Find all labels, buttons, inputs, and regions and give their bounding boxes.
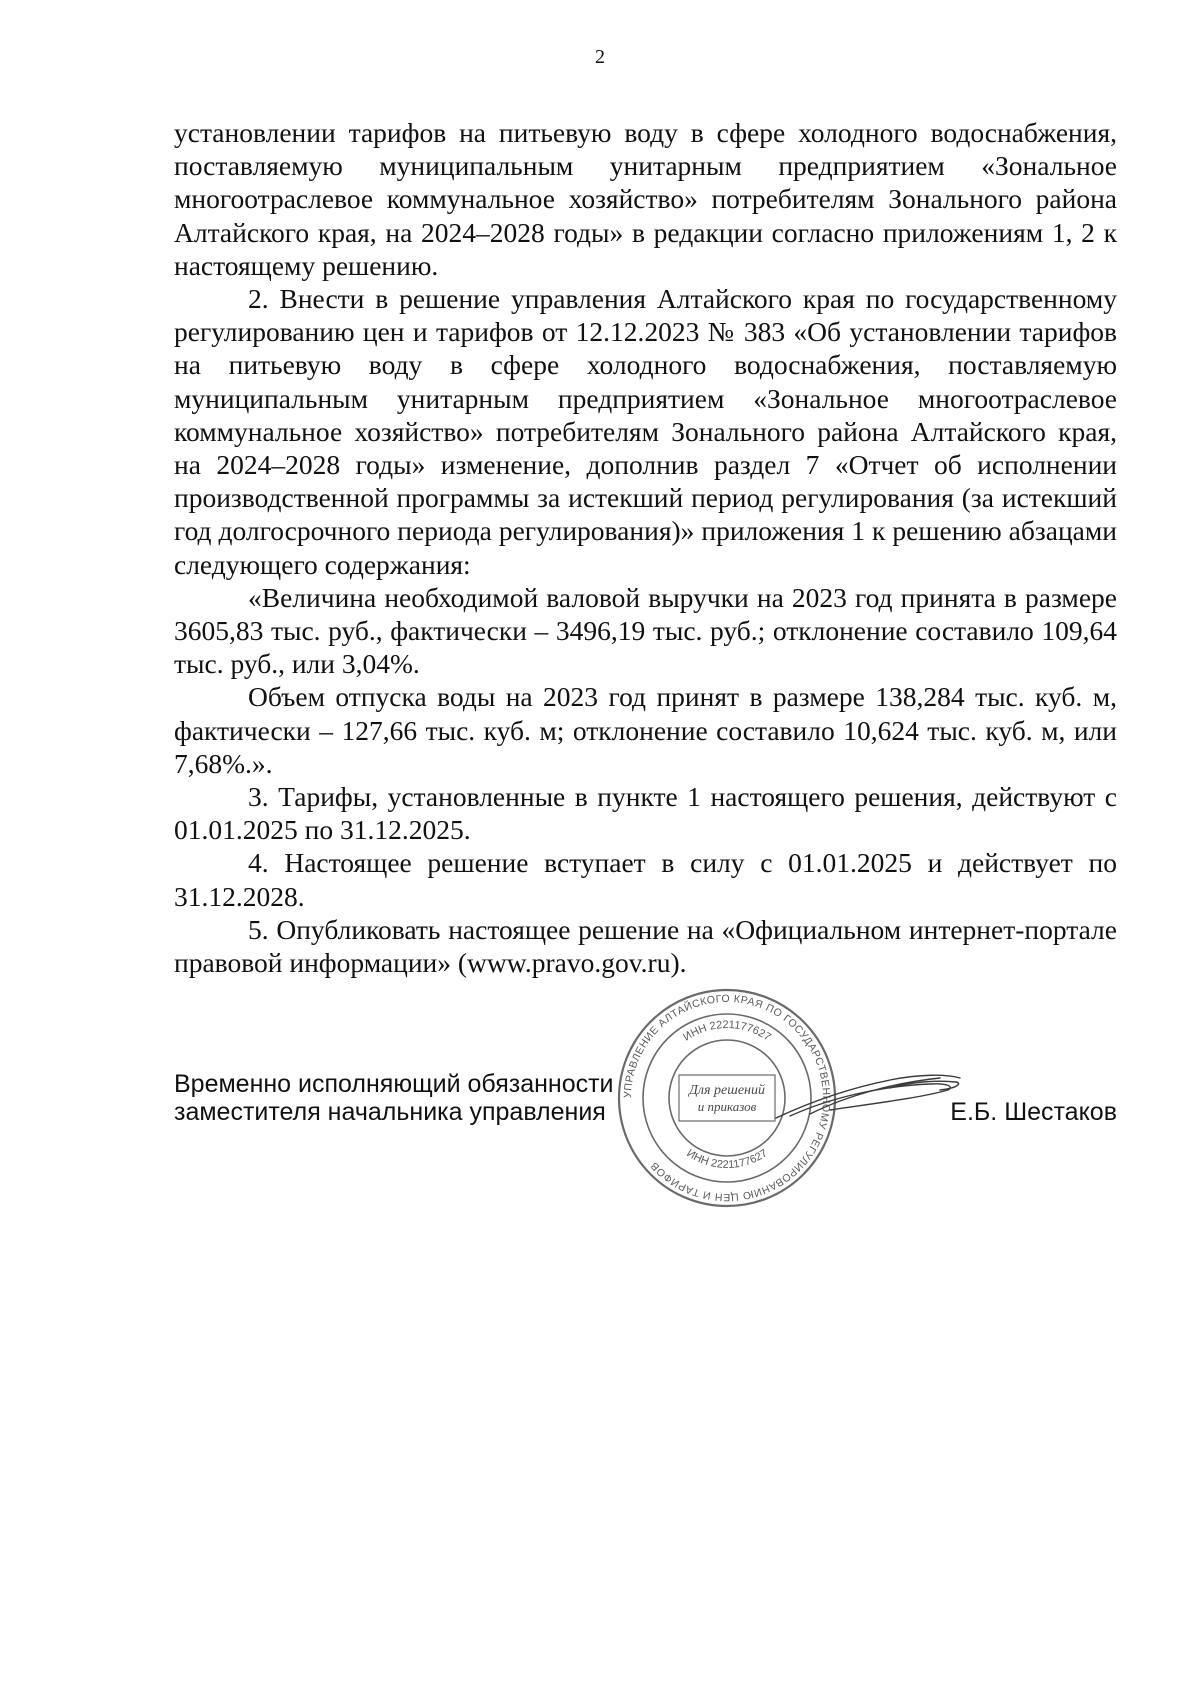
stamp-inn-bottom: ИНН 2221177627 <box>684 1147 770 1172</box>
signatory-position <box>174 1070 614 1126</box>
paragraph-4: 4. Настоящее решение вступает в силу с 01.01.2025 и действует по 31.12.2028. <box>174 847 1117 912</box>
paragraph-1-continuation: установлении тарифов на питьевую воду в сфере холодного водоснабжения, поставляемую муниципальным унитарным предприятием «Зональное многоотраслевое коммунальное хозяйство» потребителям Зонального района Алтайского края, на 2024–2028 годы» в редакции согласно приложениям 1, 2 к настоящему решению. <box>174 117 1117 281</box>
signatory-position-line-2: заместителя начальника управления <box>174 1098 606 1126</box>
stamp-center-line-2: и приказов <box>697 1099 757 1114</box>
svg-text:ИНН 2221177627 <box>684 1147 769 1171</box>
paragraph-5: 5. Опубликовать настоящее решение на «Официальном интернет-портале правовой информации» (www.pravo.gov.ru). <box>174 913 1117 979</box>
paragraph-3: 3. Тарифы, установленные в пункте 1 настоящего решения, действуют с 01.01.2025 по 31.12.2025. <box>174 781 1117 846</box>
signatory-name: Е.Б. Шестаков <box>950 1098 1117 1126</box>
page-number: 2 <box>595 46 605 68</box>
stamp-center-line-1: Для решений <box>689 1083 765 1098</box>
document-body <box>174 116 1117 979</box>
paragraph-2: 2. Внести в решение управления Алтайского края по государственному регулированию цен и тарифов от 12.12.2023 № 383 «Об установлении тарифов на питьевую воду в сфере холодного водоснабжения, поставляемую муниципальным унитарным предприятием «Зональное многоотраслевое коммунальное хозяйство» потребителям Зонального района Алтайского края, на 2024–2028 годы» изменение, дополнив раздел 7 «Отчет об исполнении производственной программы за истекший период регулирования (за истекший год долгосрочного периода регулирования)» приложения 1 к решению абзацами следующего содержания: <box>174 283 1117 580</box>
signatory-position-line-1: Временно исполняющий обязанности <box>174 1070 614 1098</box>
paragraph-quote-volume: Объем отпуска воды на 2023 год принят в размере 138,284 тыс. куб. м, фактически – 127,66 тыс. куб. м; отклонение составило 10,624 тыс. куб. м, или 7,68%.». <box>174 681 1117 779</box>
stamp-inn-top: ИНН 2221177627 <box>681 1018 773 1044</box>
handwritten-signature <box>770 1058 970 1138</box>
stamp-outer-text: УПРАВЛЕНИЕ АЛТАЙСКОГО КРАЯ ПО ГОСУДАРСТВЕННОМУ РЕГУЛИРОВАНИЮ ЦЕН И ТАРИФОВ <box>621 992 833 1204</box>
paragraph-quote-revenue: «Величина необходимой валовой выручки на 2023 год принята в размере 3605,83 тыс. руб., фактически – 3496,19 тыс. руб.; отклонение составило 109,64 тыс. руб., или 3,04%. <box>174 581 1117 680</box>
